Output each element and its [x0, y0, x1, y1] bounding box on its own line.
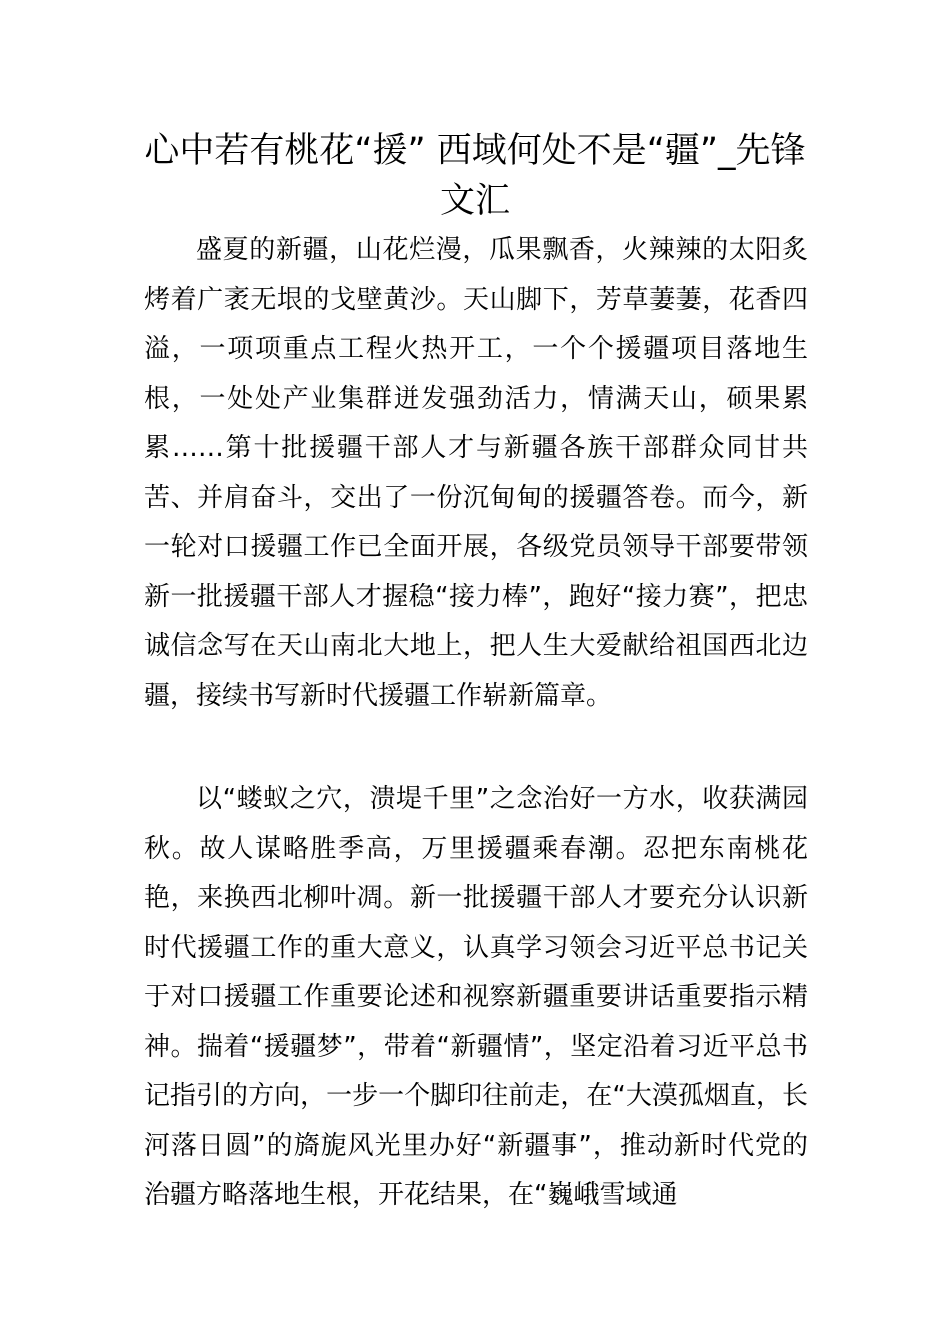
paragraph-2: 以“蝼蚁之穴，溃堤千里”之念治好一方水，收获满园秋。故人谋略胜季高，万里援疆乘春潮。忍把东南桃花艳，来换西北柳叶凋。新一批援疆干部人才要充分认识新时代援疆工作的重大意义，认真学习领会习近平总书记关于对口援疆工作重要论述和视察新疆重要讲话重要指示精神。揣着“援疆梦”，带着“新疆情”，坚定沿着习近平总书记指引的方向，一步一个脚印往前走，在“大漠孤烟直，长河落日圆”的旖旎风光里办好“新疆事”，推动新时代党的治疆方略落地生根，开花结果，在“巍峨雪域通	[144, 784, 808, 1210]
document-title: 心中若有桃花“援” 西域何处不是“疆”_先锋文汇	[144, 131, 806, 221]
paragraph-1: 盛夏的新疆，山花烂漫，瓜果飘香，火辣辣的太阳炙烤着广袤无垠的戈壁黄沙。天山脚下，芳草萋萋，花香四溢，一项项重点工程火热开工，一个个援疆项目落地生根，一处处产业集群迸发强劲活力，情满天山，硕果累累……第十批援疆干部人才与新疆各族干部群众同甘共苦、并肩奋斗，交出了一份沉甸甸的援疆答卷。而今，新一轮对口援疆工作已全面开展，各级党员领导干部要带领新一批援疆干部人才握稳“接力棒”，跑好“接力赛”，把忠诚信念写在天山南北大地上，把人生大爱献给祖国西北边疆，接续书写新时代援疆工作崭新篇章。	[144, 235, 808, 711]
